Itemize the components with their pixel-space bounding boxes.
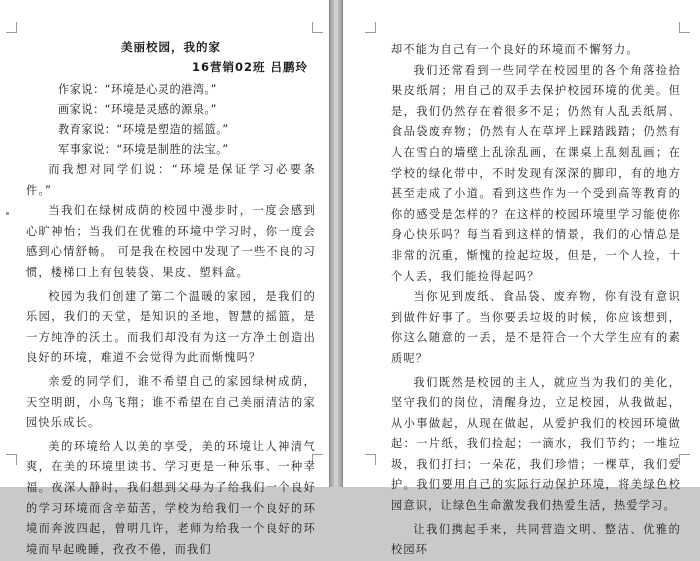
crop-mark-top-right [679, 22, 690, 33]
page-gutter [330, 0, 342, 487]
paragraph: 而我想对同学们说：“环境是保证学习必要条件。” [26, 163, 316, 197]
crop-mark-bottom-left [6, 454, 17, 465]
document-page-left [0, 0, 330, 556]
document-title: 美丽校园，我的家 [121, 40, 221, 54]
crop-mark-top-left [6, 22, 17, 33]
paragraph: 却不能为自己有一个良好的环境而不懈努力。 [391, 43, 639, 56]
page-left-text[interactable] [26, 40, 316, 560]
paragraph: 我们既然是校园的主人，就应当为我们的美化，坚守我们的岗位，清醒身边，立足校园，从我做起，从小事做起，从现在做起，从爱护我们的校园环境做起：一片纸，我们捡起；一滴水，我们节约；一堆垃圾，我们打扫；一朵花，我们珍惜；一棵草，我们爱护。我们要用自己的实际行动保护环境，将美绿色校园意识，让绿色生命激发我们热爱生活，热爱学习。 [391, 375, 681, 513]
paragraph: 校园为我们创建了第二个温暖的家园，是我们的乐园，我们的天堂，是知识的圣地，智慧的摇篮，是一方纯净的沃土。而我们却没有为这一方净土创造出良好的环境，难道不会觉得为此而惭愧吗？ [26, 289, 316, 365]
paragraph: 让我们携起手来，共同营造文明、整洁、优雅的校园环 [391, 522, 681, 557]
page-right-text[interactable] [391, 40, 681, 561]
paragraph: 当我们在绿树成荫的校园中漫步时，一度会感到心旷神怡；当我们在优雅的环境中学习时，你一度会感到心情舒畅。 可是我在校园中发现了一些不良的习惯，楼梯口上有包装袋、果皮、塑料盒。 [26, 204, 316, 279]
quote-line: 军事家说：“环境是制胜的法宝。” [58, 143, 229, 156]
crop-mark-top-right [312, 22, 323, 33]
document-page-right [342, 0, 700, 557]
crop-mark-top-left [365, 22, 376, 33]
paragraph: 亲爱的同学们，谁不希望自己的家园绿树成荫，天空明朗，小鸟飞翔；谁不希望在自己美丽清洁的家园快乐成长。 [26, 374, 316, 430]
margin-marker [6, 212, 9, 215]
quote-line: 作家说：“环境是心灵的港湾。” [58, 83, 217, 96]
paragraph: 我们还常看到一些同学在校园里的各个角落捡拾果皮纸屑；用自己的双手去保护校园环境的优美。但是，我们仍然存在着很多不足；仍然有人乱丢纸屑、食品袋废弃物；仍然有人在草坪上踩踏践踏；仍然有人在雪白的墙壁上乱涂乱画，在课桌上乱刻乱画；在学校的绿化带中，不时发现有深深的脚印，有的地方甚至走成了小道。看到这些作为一个受到高等教育的你的感受是怎样的？在这样的校园环境里学习能使你身心快乐吗？每当看到这样的情景，我们的心情总是非常的沉重，惭愧的捡起垃圾，但是，一个人捡，十个人丢，我们能捡得起吗？ [391, 63, 681, 283]
paragraph: 美的环境给人以美的享受，美的环境让人神清气爽，在美的环境里读书、学习更是一种乐事、一种幸福。夜深人静时，我们想到父母为了给我们一个良好的学习环境而含辛茹苦，学校为给我们一个良好的环境而奔波四起，曾明几许，老师为给我一个良好的环境而早起晚睡，孜孜不倦，而我们 [26, 439, 316, 556]
document-byline: 16营销02班 吕鹏玲 [191, 60, 308, 74]
quote-line: 教育家说：“环境是塑造的摇篮。” [58, 123, 229, 136]
paragraph: 当你见到废纸、食品袋、废弃物，你有没有意识到做件好事了。当你要丢垃圾的时候，你应该想到，你这么随意的一丢，是不是符合一个大学生应有的素质呢？ [391, 290, 681, 365]
quote-line: 画家说：“环境是灵感的源泉。” [58, 103, 217, 116]
crop-mark-bottom-left [365, 454, 376, 465]
